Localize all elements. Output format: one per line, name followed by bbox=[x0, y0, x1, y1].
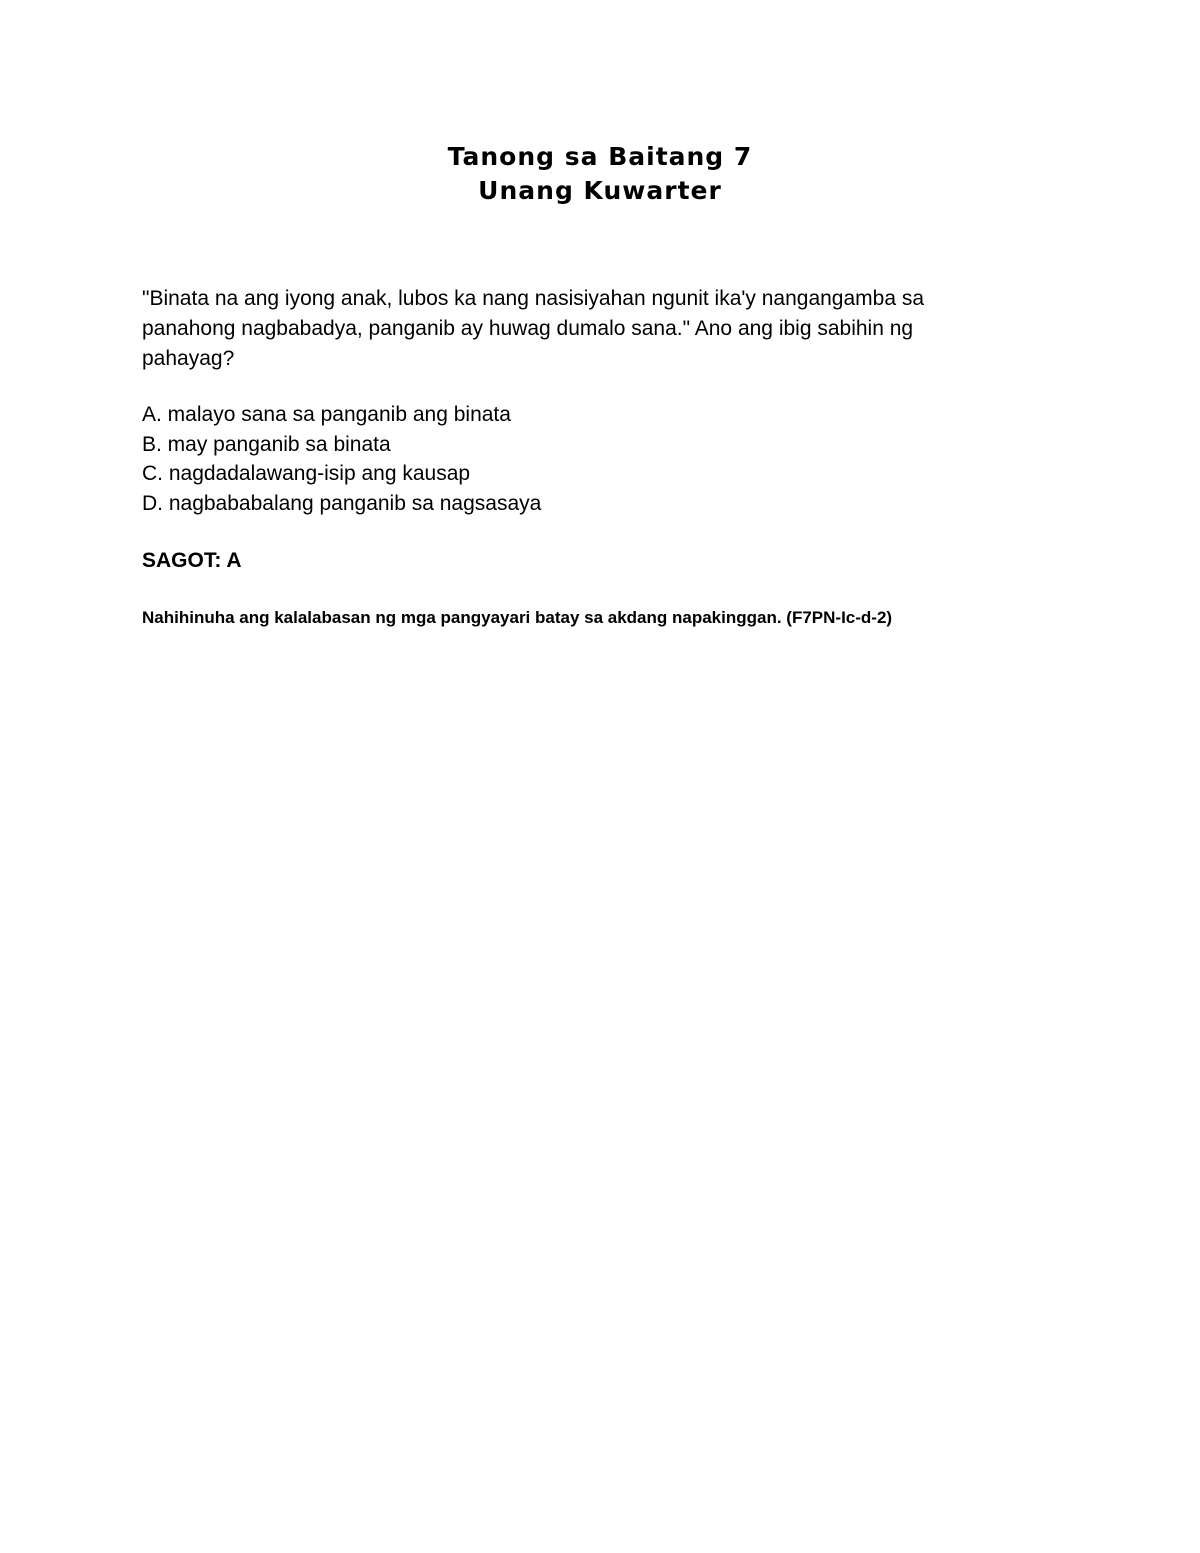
choice-d: D. nagbababalang panganib sa nagsasaya bbox=[142, 491, 542, 515]
question-line: "Binata na ang iyong anak, lubos ka nang nasisiyahan ngunit ika'y nangangamba sa bbox=[142, 287, 925, 310]
title-line-quarter: Unang Kuwarter bbox=[478, 176, 722, 205]
choice-b: B. may panganib sa binata bbox=[142, 432, 391, 456]
question-text bbox=[142, 284, 1042, 374]
question-line: pahayag? bbox=[142, 347, 235, 370]
page-title bbox=[0, 140, 1200, 208]
title-line-grade: Tanong sa Baitang 7 bbox=[447, 142, 753, 171]
competency-statement: Nahihinuha ang kalalabasan ng mga pangyayari batay sa akdang napakinggan. (F7PN-Ic-d-2) bbox=[142, 608, 893, 627]
choice-a: A. malayo sana sa panganib ang binata bbox=[142, 403, 511, 426]
answer-choices bbox=[142, 400, 1042, 518]
question-line: panahong nagbabadya, panganib ay huwag dumalo sana." Ano ang ibig sabihin ng bbox=[142, 317, 914, 340]
answer-key: SAGOT: A bbox=[142, 549, 242, 572]
choice-c: C. nagdadalawang-isip ang kausap bbox=[142, 462, 471, 485]
